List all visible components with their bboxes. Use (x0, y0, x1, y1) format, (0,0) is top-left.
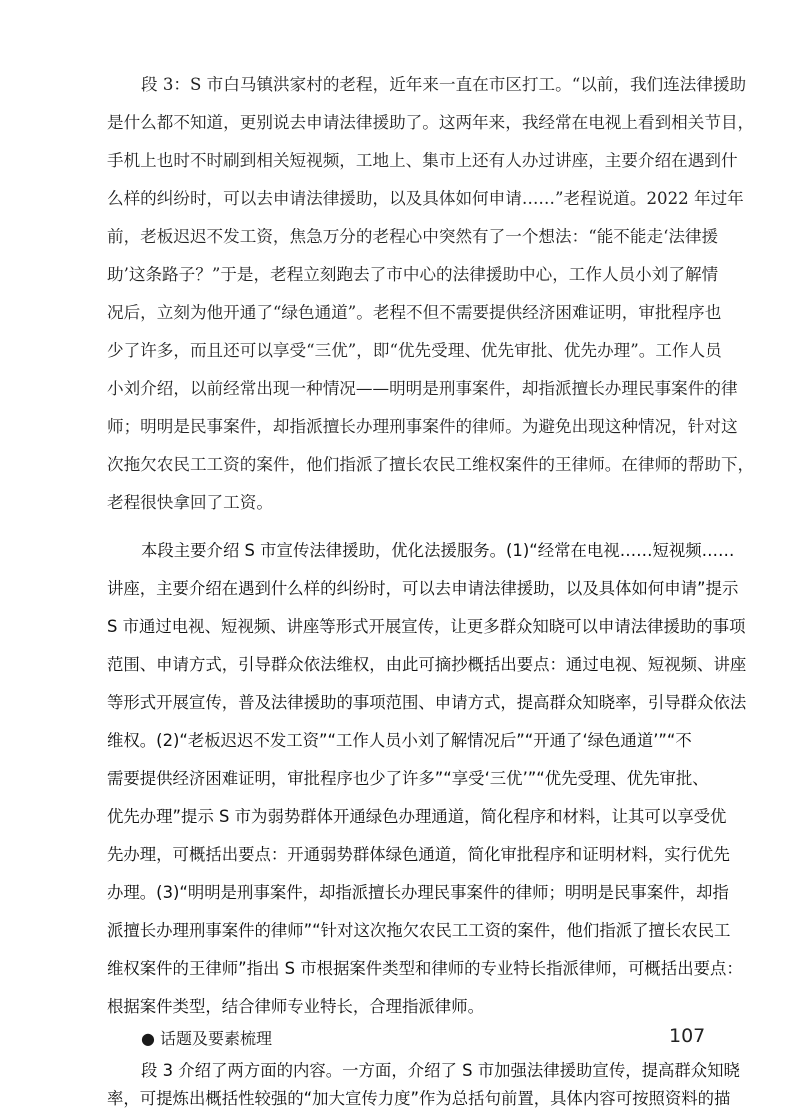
text-line: 需要提供经济困难证明，审批程序也少了许多”“享受‘三优’”“优先受理、优先审批、 (107, 769, 709, 788)
text-line: 维权案件的王律师”指出 S 市根据案件类型和律师的专业特长指派律师，可概括出要点： (107, 959, 743, 978)
text-line: 段 3：S 市白马镇洪家村的老程，近年来一直在市区打工。“以前，我们连法律援助 (141, 75, 747, 94)
text-line: 助’这条路子？”于是，老程立刻跑去了市中心的法律援助中心，工作人员小刘了解情 (107, 265, 719, 284)
text-line: 前，老板迟迟不发工资，焦急万分的老程心中突然有了一个想法：“能不能走‘法律援 (107, 227, 719, 246)
text-line: 等形式开展宣传，普及法律援助的事项范围、申请方式，提高群众知晓率，引导群众依法 (107, 693, 747, 712)
text-line: 本段主要介绍 S 市宣传法律援助，优化法援服务。(1)“经常在电视……短视频…… (141, 541, 735, 560)
text-line: 么样的纠纷时，可以去申请法律援助，以及具体如何申请……”老程说道。2022 年过年 (107, 189, 744, 208)
text-line: S 市通过电视、短视频、讲座等形式开展宣传，让更多群众知晓可以申请法律援助的事项 (107, 617, 746, 636)
text-line: 少了许多，而且还可以享受“三优”，即“优先受理、优先审批、优先办理”。工作人员 (107, 341, 722, 360)
page-number: 107 (669, 1025, 706, 1047)
text-line: 师；明明是民事案件，却指派擅长办理刑事案件的律师。为避免出现这种情况，针对这 (107, 417, 738, 436)
text-line: 老程很快拿回了工资。 (107, 493, 273, 512)
section-heading: ● 话题及要素梳理 (141, 1029, 273, 1048)
text-line: 是什么都不知道，更别说去申请法律援助了。这两年来，我经常在电视上看到相关节目， (107, 113, 755, 132)
text-line: 次拖欠农民工工资的案件，他们指派了擅长农民工维权案件的王律师。在律师的帮助下， (107, 455, 755, 474)
text-line: 范围、申请方式，引导群众依法维权，由此可摘抄概括出要点：通过电视、短视频、讲座 (107, 655, 747, 674)
text-line: 优先办理”提示 S 市为弱势群体开通绿色办理通道，简化程序和材料，让其可以享受优 (107, 807, 727, 826)
text-line: 维权。(2)“老板迟迟不发工资”“工作人员小刘了解情况后”“开通了‘绿色通道’”“不 (107, 731, 692, 750)
text-line: 率，可提炼出概括性较强的“加大宣传力度”作为总括句前置，具体内容可按照资料的描 (107, 1089, 731, 1108)
text-line: 先办理，可概括出要点：开通弱势群体绿色通道，简化审批程序和证明材料，实行优先 (107, 845, 730, 864)
text-line: 讲座，主要介绍在遇到什么样的纠纷时，可以去申请法律援助，以及具体如何申请”提示 (107, 579, 739, 598)
text-line: 小刘介绍，以前经常出现一种情况——明明是刑事案件，却指派擅长办理民事案件的律 (107, 379, 738, 398)
text-line: 派擅长办理刑事案件的律师”“针对这次拖欠农民工工资的案件，他们指派了擅长农民工 (107, 921, 731, 940)
text-line: 根据案件类型，结合律师专业特长，合理指派律师。 (107, 997, 484, 1016)
text-line: 段 3 介绍了两方面的内容。一方面，介绍了 S 市加强法律援助宣传，提高群众知晓 (141, 1061, 740, 1080)
text-line: 手机上也时不时刷到相关短视频，工地上、集市上还有人办过讲座，主要介绍在遇到什 (107, 151, 738, 170)
text-line: 况后，立刻为他开通了“绿色通道”。老程不但不需要提供经济困难证明，审批程序也 (107, 303, 722, 322)
text-line: 办理。(3)“明明是刑事案件，却指派擅长办理民事案件的律师；明明是民事案件，却指 (107, 883, 729, 902)
